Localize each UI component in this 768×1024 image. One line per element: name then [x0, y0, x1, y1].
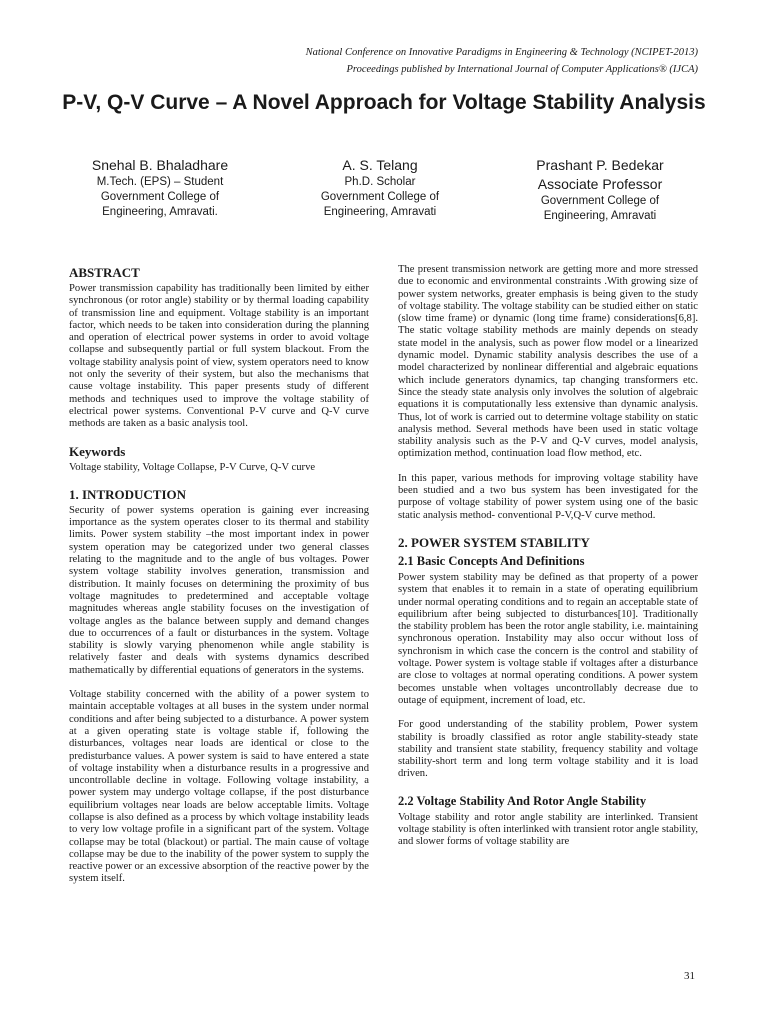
- abstract-heading: ABSTRACT: [69, 265, 140, 280]
- author-affiliation-line: Engineering, Amravati: [323, 206, 437, 218]
- author-3: [500, 155, 700, 224]
- abstract-text: Power transmission capability has traditionally been limited by either synchronous (or rotor angle) stability or by thermal loading capability of transmission line and equipment. Voltage stability is an important factor, which needs to be taken into consideration during the planning and operation of electrical power systems in order to avoid voltage collapse and subsequently partial or full system blackout. From the voltage stability analysis point of view, system operators need to know not only the severity of their system, but also the mechanisms that cause voltage instability. This paper presents study of different methods and techniques used to improve the voltage stability of electrical power systems. Conventional P-V curve and Q-V curve methods are taken as a basic analysis tool.: [69, 283, 369, 430]
- keywords-heading: Keywords: [69, 443, 126, 459]
- author-block: [60, 155, 700, 224]
- section-2-heading: 2. POWER SYSTEM STABILITY: [398, 534, 590, 550]
- paper-title: P-V, Q-V Curve – A Novel Approach for Voltage Stability Analysis: [62, 91, 706, 114]
- page-number: 31: [684, 970, 695, 982]
- left-column: [69, 264, 369, 898]
- right-column: [398, 264, 698, 861]
- introduction-heading: 1. INTRODUCTION: [69, 486, 187, 502]
- author-affiliation-line: Ph.D. Scholar: [344, 176, 416, 188]
- paragraph-transmission: The present transmission network are getting more and more stressed due to economic and environmental constraints .With growing size of power system networks, greater emphasis is being given to the study of voltage stability. The voltage stability can be studied either on static (slow time frame) or dynamic (long time frame) considerations[6,8]. The static voltage stability methods are mainly depends on steady state model in the analysis, such as power flow model or a linearized dynamic model. Dynamic stability analysis describes the use of a model characterized by nonlinear differential and algebraic equations which include generators dynamics, tap changing transformers etc. Since the steady state analysis only involves the solution of algebraic equations it is computationally less extensive than dynamic analysis. Thus, lot of work is carried out to determine voltage stability on static analysis method. Several methods have been used in static voltage stability analysis such as the P-V and Q-V curves, model analysis, optimization method, continuation load flow method, etc.: [398, 264, 698, 460]
- intro-paragraph-1: Security of power systems operation is gaining ever increasing importance as the system operates closer to its thermal and stability limits. Power system stability –the most important index in power system operation may be categorized under two general classes relating to the magnitude and to the angle of bus voltages. Power system voltage stability involves generation, transmission and distribution. It mainly focuses on determining the proximity of bus voltage magnitudes to predetermined and acceptable voltage magnitudes whereas angle stability focuses on the investigation of voltage angles as the balance between supply and demand changes due to occurrences of a fault or disturbances in the system. Voltage stability is slowly varying phenomenon while angle stability is relatively faster and deals with systems dynamics described mathematically by differential equations of generators in the systems.: [69, 504, 369, 676]
- author-affiliation-line: M.Tech. (EPS) – Student: [96, 176, 224, 188]
- author-name: Snehal B. Bhaladhare: [91, 157, 229, 173]
- author-affiliation-line: Engineering, Amravati.: [102, 206, 218, 218]
- author-name: Prashant P. Bedekar: [536, 157, 664, 173]
- author-2: [280, 155, 480, 224]
- author-affiliation-line: Associate Professor: [537, 176, 663, 192]
- keywords-text: Voltage stability, Voltage Collapse, P-V Curve, Q-V curve: [69, 461, 316, 473]
- author-affiliation-line: Government College of: [100, 191, 220, 203]
- paragraph-definitions: Power system stability may be defined as that property of a power system that enables it to remain in a state of operating equilibrium under normal operating conditions and to regain an acceptable state of equilibrium after being subjected to disturbances[10]. Traditionally the stability problem has been the rotor angle stability, i.e. maintaining synchronous operation. Instability may also occur without loss of synchronism in which case the concern is the control and stability of voltage. Power system is voltage stable if voltages after a disturbance are close to voltages at normal operating conditions. A power system becomes unstable when voltages uncontrollably decrease due to outage of equipment, increment of load, etc.: [398, 571, 698, 706]
- author-affiliation-line: Engineering, Amravati: [543, 210, 657, 222]
- author-name: A. S. Telang: [342, 157, 418, 173]
- paragraph-classification: For good understanding of the stability problem, Power system stability is broadly classified as rotor angle stability-steady state stability and transient state stability, frequency stability and voltage stability-short term and long term voltage stability and it is load driven.: [398, 719, 698, 780]
- author-affiliation-line: Government College of: [540, 195, 660, 207]
- conference-name: National Conference on Innovative Paradigms in Engineering & Technology (NCIPET-2013): [305, 47, 698, 58]
- author-1: [60, 155, 260, 224]
- paragraph-paper-scope: In this paper, various methods for improving voltage stability have been studied and a two bus system has been investigated for the purpose of voltage stability of power system using one of the basic static analysis method- conventional P-V,Q-V curve method.: [398, 472, 698, 521]
- proceedings-line: Proceedings published by International Journal of Computer Applications® (IJCA): [346, 64, 698, 75]
- section-2-2-heading: 2.2 Voltage Stability And Rotor Angle Stability: [398, 793, 647, 808]
- paragraph-rotor-angle: Voltage stability and rotor angle stability are interlinked. Transient voltage stability is often interlinked with transient rotor angle stability, and slower forms of voltage stability are: [398, 811, 698, 848]
- intro-paragraph-2: Voltage stability concerned with the ability of a power system to maintain acceptable voltages at all buses in the system under normal conditions and after being subjected to a disturbance. A power system at a given operating state is voltage stable if, following the disturbances, voltages near loads are identical or close to the predisturbance values. A power system is said to have entered a state of voltage instability when a disturbance results in a progressive and uncontrollable decline in voltage. Following voltage instability, a power system may undergo voltage collapse, if the post disturbance equilibrium voltages near loads are below acceptable limits. Voltage collapse is also defined as a process by which voltage instability leads to very low voltage profile in a significant part of the system. Voltage collapse may be total (blackout) or partial. The main cause of voltage collapse may be due to the inability of the power system to supply the reactive power or an excessive absorption of the reactive power by the system itself.: [69, 689, 369, 885]
- author-affiliation-line: Government College of: [320, 191, 440, 203]
- section-2-1-heading: 2.1 Basic Concepts And Definitions: [398, 553, 585, 568]
- conference-header: [178, 44, 698, 78]
